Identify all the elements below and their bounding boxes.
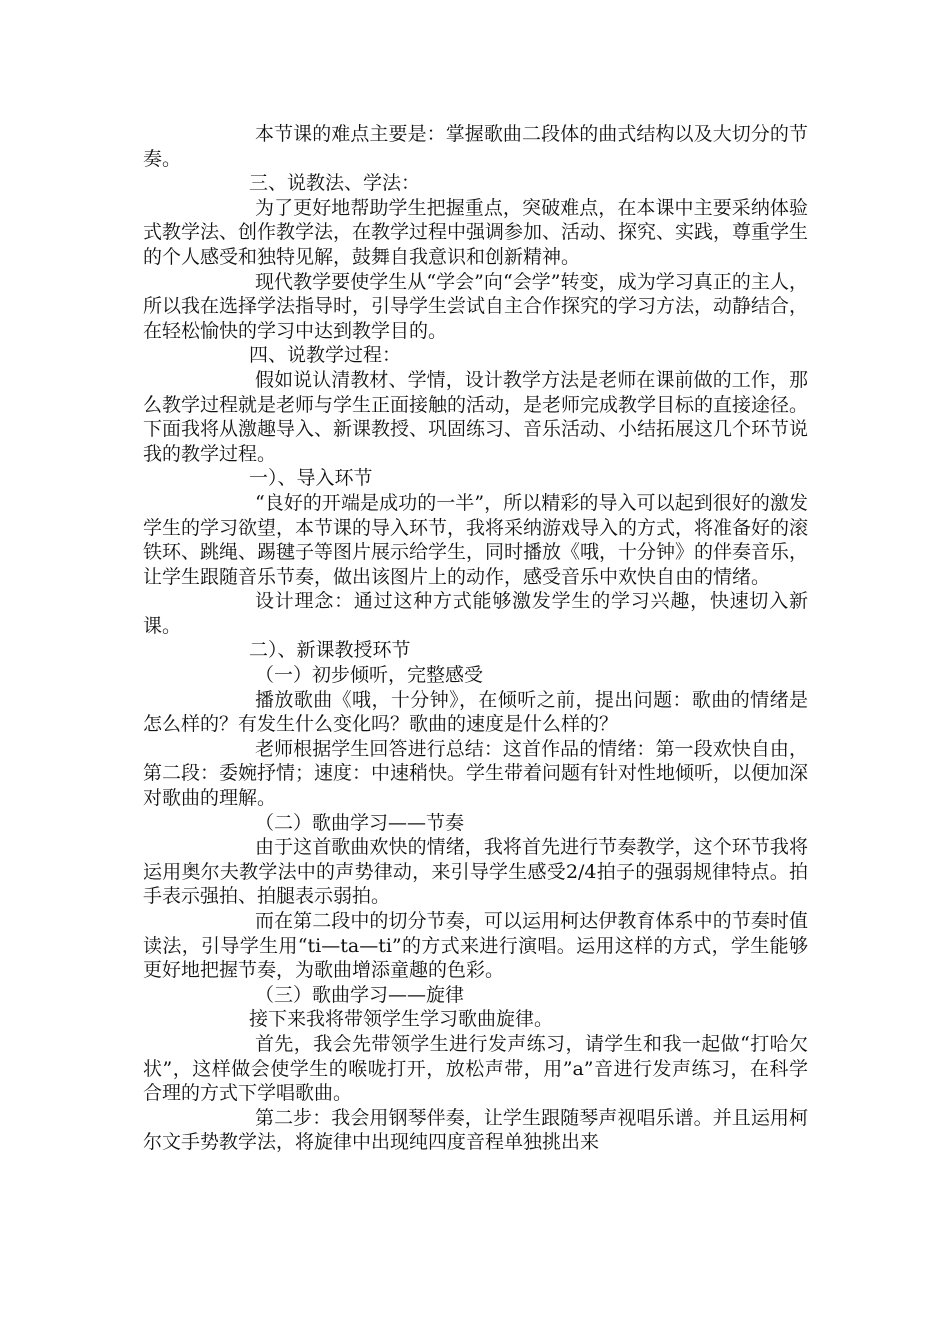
document-body [143,122,808,1155]
paragraph: 由于这首歌曲欢快的情绪，我将首先进行节奏教学，这个环节我将运用奥尔夫教学法中的声势律动，来引导学生感受2/4拍子的强弱规律特点。拍手表示强拍、拍腿表示弱拍。 [143,836,808,908]
subsection-heading: 二）、新课教授环节 [249,639,411,662]
step-heading: （二）歌曲学习——节奏 [255,811,465,834]
paragraph: 播放歌曲《哦，十分钟》，在倾听之前，提出问题：歌曲的情绪是怎么样的？有发生什么变化吗？歌曲的速度是什么样的？ [143,688,808,736]
paragraph: 假如说认清教材、学情，设计教学方法是老师在课前做的工作，那么教学过程就是老师与学生正面接触的活动，是老师完成教学目标的直接途径。下面我将从激趣导入、新课教授、巩固练习、音乐活动、小结拓展这几个环节说我的教学过程。 [143,368,809,465]
paragraph: 首先，我会先带领学生进行发声练习，请学生和我一起做“打哈欠状”，这样做会使学生的喉咙打开，放松声带，用”a”音进行发声练习，在科学合理的方式下学唱歌曲。 [143,1032,808,1105]
step-heading: （一）初步倾听，完整感受 [255,664,484,687]
paragraph: 第二步：我会用钢琴伴奏，让学生跟随琴声视唱乐谱。并且运用柯尔文手势教学法，将旋律中出现纯四度音程单独挑出来 [143,1106,808,1154]
step-heading: （三）歌曲学习——旋律 [255,983,465,1006]
paragraph: 本节课的难点主要是：掌握歌曲二段体的曲式结构以及大切分的节奏。 [143,123,808,170]
paragraph: 老师根据学生回答进行总结：这首作品的情绪：第一段欢快自由，第二段：委婉抒情；速度：中速稍快。学生带着问题有针对性地倾听，以便加深对歌曲的理解。 [143,737,809,810]
paragraph: “良好的开端是成功的一半”，所以精彩的导入可以起到很好的激发学生的学习欲望，本节课的导入环节，我将采纳游戏导入的方式，将准备好的滚铁环、跳绳、踢毽子等图片展示给学生，同时播放《哦，十分钟》的伴奏音乐，让学生跟随音乐节奏，做出该图片上的动作，感受音乐中欢快自由的情绪。 [143,491,809,588]
paragraph: 接下来我将带领学生学习歌曲旋律。 [249,1008,554,1031]
section-heading: 四、说教学过程： [249,344,402,367]
paragraph: 而在第二段中的切分节奏，可以运用柯达伊教育体系中的节奏时值读法，引导学生用“ti—ta—ti”的方式来进行演唱。运用这样的方式，学生能够更好地把握节奏，为歌曲增添童趣的色彩。 [143,910,808,982]
subsection-heading: 一）、导入环节 [249,467,373,490]
paragraph: 设计理念：通过这种方式能够激发学生的学习兴趣，快速切入新课。 [143,590,808,637]
paragraph: 为了更好地帮助学生把握重点，突破难点，在本课中主要采纳体验式教学法、创作教学法，在教学过程中强调参加、活动、探究、实践，尊重学生的个人感受和独特见解，鼓舞自我意识和创新精神。 [143,196,809,268]
section-heading: 三、说教法、学法： [249,172,421,195]
paragraph: 现代教学要使学生从“学会”向“会学”转变，成为学习真正的主人，所以我在选择学法指导时，引导学生尝试自主合作探究的学习方法，动静结合，在轻松愉快的学习中达到教学目的。 [143,270,809,342]
